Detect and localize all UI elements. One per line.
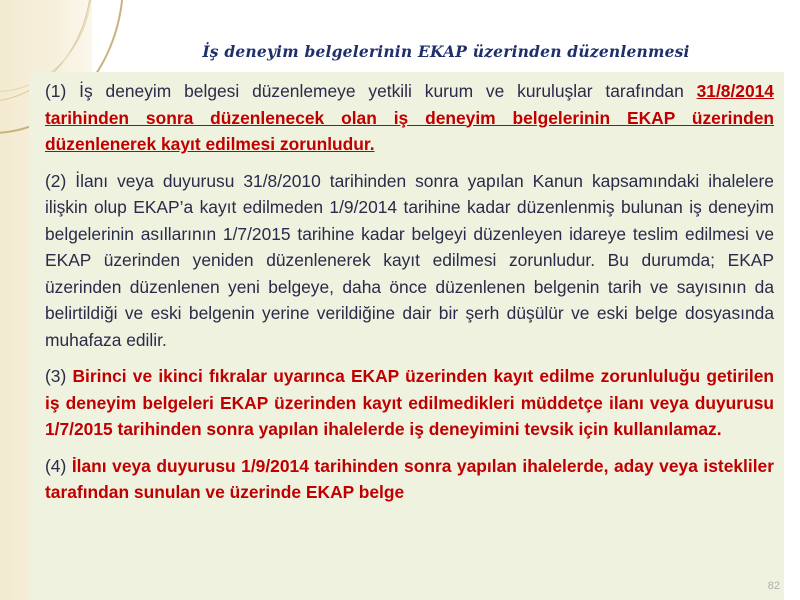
paragraph-number: (2) (45, 170, 76, 191)
paragraph-4 (45, 453, 774, 506)
paragraph-1 (45, 78, 774, 158)
paragraph-number: (3) (45, 366, 73, 386)
paragraph-emphasis: 31/8/2014 tarihinden sonra düzenlenecek olan iş deneyim belgelerinin EKAP üzerinden düzenlenerek kayıt edilmesi zorunludur. (45, 81, 774, 154)
paragraph-2 (45, 168, 774, 354)
paragraph-number: (4) (45, 455, 72, 476)
content-box (29, 72, 784, 600)
paragraph-text: İlanı veya duyurusu 31/8/2010 tarihinden sonra yapılan Kanun kapsamındaki ihalelere ilişkin olup EKAP’a kayıt edilmeden 1/9/2014 tarihine kadar düzenlenmiş bulunan iş deneyim belgelerinin asıllarının 1/7/2015 tarihine kadar belgeyi düzenleyen idareye teslim edilmesi ve EKAP üzerinden yeniden düzenlenerek kayıt edilmesi zorunludur. Bu durumda; EKAP üzerinden düzenlenen yeni belgeye, daha önce düzenlenen belgenin tarih ve sayısının da belirtildiği ve eski belgenin yerine verildiğine dair bir şerh düşülür ve eski belge dosyasında muhafaza edilir. (45, 170, 774, 350)
paragraph-text: İş deneyim belgesi düzenlemeye yetkili kurum ve kuruluşlar tarafından (79, 81, 697, 101)
paragraph-emphasis: İlanı veya duyurusu 1/9/2014 tarihinden sonra yapılan ihalelerde, aday veya istekliler tarafından sunulan ve üzerinde EKAP belge (45, 455, 774, 502)
paragraph-emphasis: Birinci ve ikinci fıkralar uyarınca EKAP üzerinden kayıt edilme zorunluluğu getirilen iş deneyim belgeleri EKAP üzerinden kayıt edilmedikleri müddetçe ilanı veya duyurusu 1/7/2015 tarihinden sonra yapılan ihalelerde iş deneyimini tevsik için kullanılamaz. (45, 366, 774, 439)
slide-title: İş deneyim belgelerinin EKAP üzerinden düzenlenmesi (202, 42, 690, 61)
paragraph-number: (1) (45, 81, 80, 101)
slide-number: 82 (767, 580, 780, 592)
paragraph-3 (45, 363, 774, 443)
